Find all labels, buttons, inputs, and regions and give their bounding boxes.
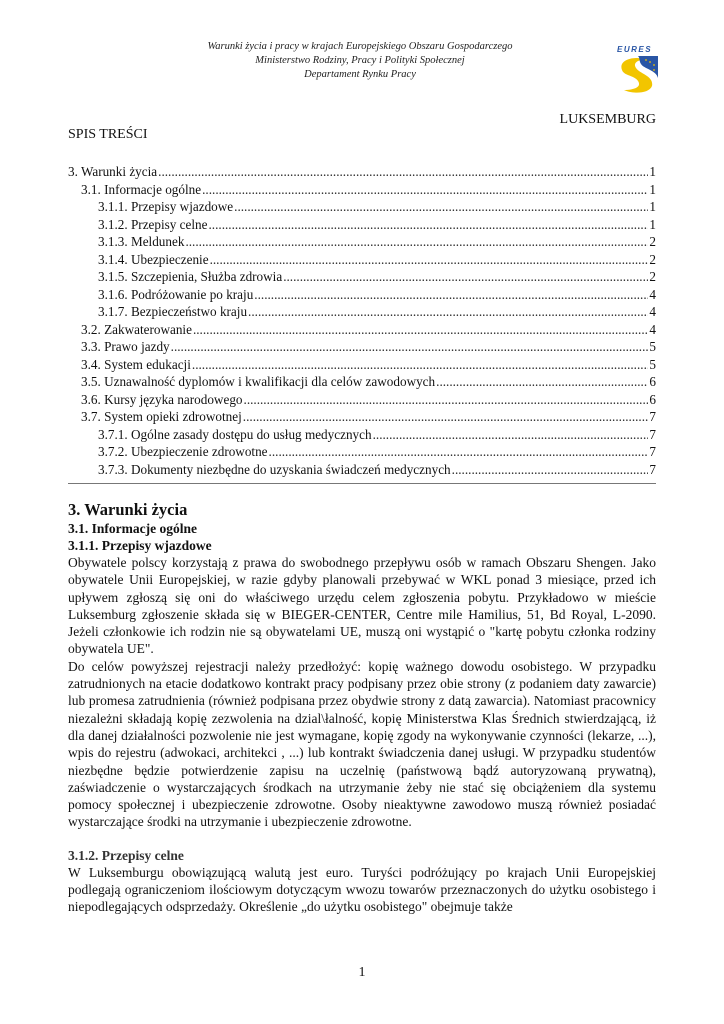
toc-entry-page: 1 bbox=[649, 164, 656, 179]
toc-leader-dots bbox=[436, 373, 648, 391]
subsubsection-heading-entry: 3.1.1. Przepisy wjazdowe bbox=[68, 538, 212, 553]
toc-entry-page: 5 bbox=[649, 356, 656, 372]
toc-leader-dots bbox=[269, 443, 649, 461]
toc-entry-page: 2 bbox=[649, 251, 656, 267]
toc-entry-label: 3.1.2. Przepisy celne bbox=[98, 216, 208, 232]
toc-entry-page: 7 bbox=[649, 409, 656, 424]
paragraph-customs: W Luksemburgu obowiązującą walutą jest euro. Turyści podróżujący po krajach Unii Europejskiej podlegają ograniczeniom ilościowym dotyczącym wwozu towarów przeznaczonych do użytku osobistego i niepodlegających odsprzedaży. Określenie „do użytku osobistego" obejmuje także bbox=[68, 864, 656, 915]
toc-entry-page: 4 bbox=[649, 321, 656, 337]
table-of-contents bbox=[68, 163, 656, 478]
header-line-1: Warunki życia i pracy w krajach Europejskiego Obszaru Gospodarczego bbox=[207, 41, 513, 52]
toc-entry-label: 3.3. Prawo jazdy bbox=[81, 339, 170, 354]
toc-leader-dots bbox=[283, 268, 648, 286]
logo-star bbox=[653, 64, 655, 66]
toc-entry-page: 2 bbox=[649, 269, 656, 284]
toc-entry-label: 3.1.7. Bezpieczeństwo kraju bbox=[98, 304, 248, 319]
toc-entry[interactable] bbox=[68, 163, 656, 181]
toc-leader-dots bbox=[210, 251, 649, 269]
toc-entry[interactable] bbox=[68, 426, 656, 444]
toc-entry[interactable] bbox=[68, 198, 656, 216]
toc-entry[interactable] bbox=[68, 443, 656, 461]
toc-entry[interactable] bbox=[68, 303, 656, 321]
toc-leader-dots bbox=[192, 356, 649, 374]
eures-logo bbox=[614, 44, 662, 94]
header-line-2: Ministerstwo Rodziny, Pracy i Polityki Społecznej bbox=[255, 55, 465, 66]
toc-leader-dots bbox=[193, 321, 648, 339]
toc-entry-page: 4 bbox=[649, 286, 656, 302]
paragraph-entry-rules: Obywatele polscy korzystają z prawa do swobodnego przepływu osób w ramach Obszaru Shengen. Jako obywatele Unii Europejskiej, w razie gdyby planowali przebywać w WKL ponad 3 miesiące, przed ich upływem zgłoszą się oni do właściwego urzędu celem zgłoszenia pobytu. Przykładowo w mieście Luksemburg zgłoszenie składa się w BIEGER-CENTER, Centre mile Hamilius, 51, Bd Royal, L-2090. Jeżeli członkowie ich rodzin nie są obywatelami UE, muszą oni wystąpić o "kartę pobytu członka rodziny obywatela UE". bbox=[68, 555, 656, 657]
toc-entry-page: 4 bbox=[649, 304, 656, 319]
country-name: LUKSEMBURG bbox=[559, 112, 656, 127]
toc-entry-page: 6 bbox=[649, 374, 656, 389]
main-content bbox=[68, 499, 656, 916]
toc-entry-label: 3.6. Kursy języka narodowego bbox=[81, 391, 243, 407]
toc-leader-dots bbox=[234, 198, 648, 216]
document-header bbox=[150, 40, 570, 82]
toc-entry[interactable] bbox=[68, 321, 656, 339]
toc-entry-label: 3.5. Uznawalność dyplomów i kwalifikacji dla celów zawodowych bbox=[81, 374, 436, 389]
header-line-3: Departament Rynku Pracy bbox=[304, 69, 416, 80]
toc-entry-label: 3.7.1. Ogólne zasady dostępu do usług medycznych bbox=[98, 426, 372, 442]
toc-entry-page: 5 bbox=[649, 339, 656, 354]
toc-entry[interactable] bbox=[68, 233, 656, 251]
toc-entry[interactable] bbox=[68, 216, 656, 234]
toc-entry-page: 1 bbox=[649, 199, 656, 214]
toc-entry[interactable] bbox=[68, 268, 656, 286]
toc-entry-page: 7 bbox=[649, 444, 656, 459]
page-number: 1 bbox=[358, 965, 366, 980]
toc-leader-dots bbox=[243, 408, 649, 426]
toc-leader-dots bbox=[248, 303, 648, 321]
toc-entry-label: 3.1.5. Szczepienia, Służba zdrowia bbox=[98, 269, 283, 284]
toc-entry[interactable] bbox=[68, 391, 656, 409]
toc-entry[interactable] bbox=[68, 373, 656, 391]
toc-entry-page: 7 bbox=[649, 426, 656, 442]
toc-entry-label: 3.1.4. Ubezpieczenie bbox=[98, 251, 209, 267]
toc-leader-dots bbox=[171, 338, 649, 356]
toc-entry-page: 7 bbox=[649, 461, 656, 477]
section-heading: 3. Warunki życia bbox=[68, 500, 188, 519]
toc-entry[interactable] bbox=[68, 286, 656, 304]
toc-entry-page: 2 bbox=[649, 234, 656, 249]
toc-entry-label: 3. Warunki życia bbox=[68, 164, 158, 179]
toc-entry-page: 1 bbox=[649, 181, 656, 197]
toc-leader-dots bbox=[202, 181, 648, 199]
logo-star bbox=[645, 59, 647, 61]
toc-entry-label: 3.7. System opieki zdrowotnej bbox=[81, 409, 242, 424]
toc-entry-page: 6 bbox=[649, 391, 656, 407]
toc-entry[interactable] bbox=[68, 356, 656, 374]
toc-leader-dots bbox=[185, 233, 648, 251]
toc-entry[interactable] bbox=[68, 181, 656, 199]
paragraph-registration-docs: Do celów powyższej rejestracji należy przedłożyć: kopię ważnego dowodu osobistego. W przypadku zatrudnionych na etacie dodatkowo kontrakt pracy podpisany przez obie strony (z podaniem daty zawarcie) lub promesa zatrudnienia (również podpisana przez obydwie strony z datą zawarcia). Natomiast pracownicy niezależni składają kopię zezwolenia na dzial\łalność, kopię Ministerstwa Klas Średnich stwierdzającą, iż dla danej działalności pozwolenie nie jest wymagane, kopię zgody na wykonywanie czynności (lekarze, ...), wpis do rejestru (adwokaci, architekci , ...) lub kontrakt świadczenia danej usługi. W przypadku studentów niezbędne będzie potwierdzenie zapisu na uczelnię (państwową bądź autoryzowaną prywatną), zaświadczenie o wystarczających środkach na utrzymanie żeby nie stać się obciążeniem dla systemu pomocy społecznej i ubezpieczenie zdrowotne. Osoby nieaktywne zawodowo muszą również posiadać wystarczające środki na utrzymanie i ubezpieczenie zdrowotne. bbox=[68, 658, 656, 830]
subsection-heading: 3.1. Informacje ogólne bbox=[68, 521, 197, 536]
toc-entry-page: 1 bbox=[649, 216, 656, 232]
toc-entry-label: 3.1.3. Meldunek bbox=[98, 234, 185, 249]
toc-leader-dots bbox=[373, 426, 649, 444]
toc-title: SPIS TREŚCI bbox=[68, 127, 148, 142]
toc-entry-label: 3.1.6. Podróżowanie po kraju bbox=[98, 286, 254, 302]
logo-star bbox=[653, 69, 655, 71]
subsubsection-heading-customs: 3.1.2. Przepisy celne bbox=[68, 847, 184, 863]
divider bbox=[68, 483, 656, 484]
toc-leader-dots bbox=[244, 391, 649, 409]
toc-entry[interactable] bbox=[68, 251, 656, 269]
toc-entry[interactable] bbox=[68, 408, 656, 426]
toc-entry-label: 3.1.1. Przepisy wjazdowe bbox=[98, 199, 234, 214]
toc-entry[interactable] bbox=[68, 338, 656, 356]
toc-leader-dots bbox=[158, 163, 648, 181]
toc-leader-dots bbox=[209, 216, 649, 234]
toc-entry-label: 3.4. System edukacji bbox=[81, 356, 191, 372]
eures-logo-text: EURES bbox=[617, 45, 653, 54]
toc-leader-dots bbox=[254, 286, 648, 304]
toc-entry-label: 3.2. Zakwaterowanie bbox=[81, 321, 192, 337]
toc-entry-label: 3.7.2. Ubezpieczenie zdrowotne bbox=[98, 444, 268, 459]
toc-entry[interactable] bbox=[68, 461, 656, 479]
toc-entry-label: 3.1. Informacje ogólne bbox=[81, 181, 202, 197]
toc-entry-label: 3.7.3. Dokumenty niezbędne do uzyskania świadczeń medycznych bbox=[98, 461, 451, 477]
logo-star bbox=[649, 61, 651, 63]
toc-leader-dots bbox=[452, 461, 649, 479]
